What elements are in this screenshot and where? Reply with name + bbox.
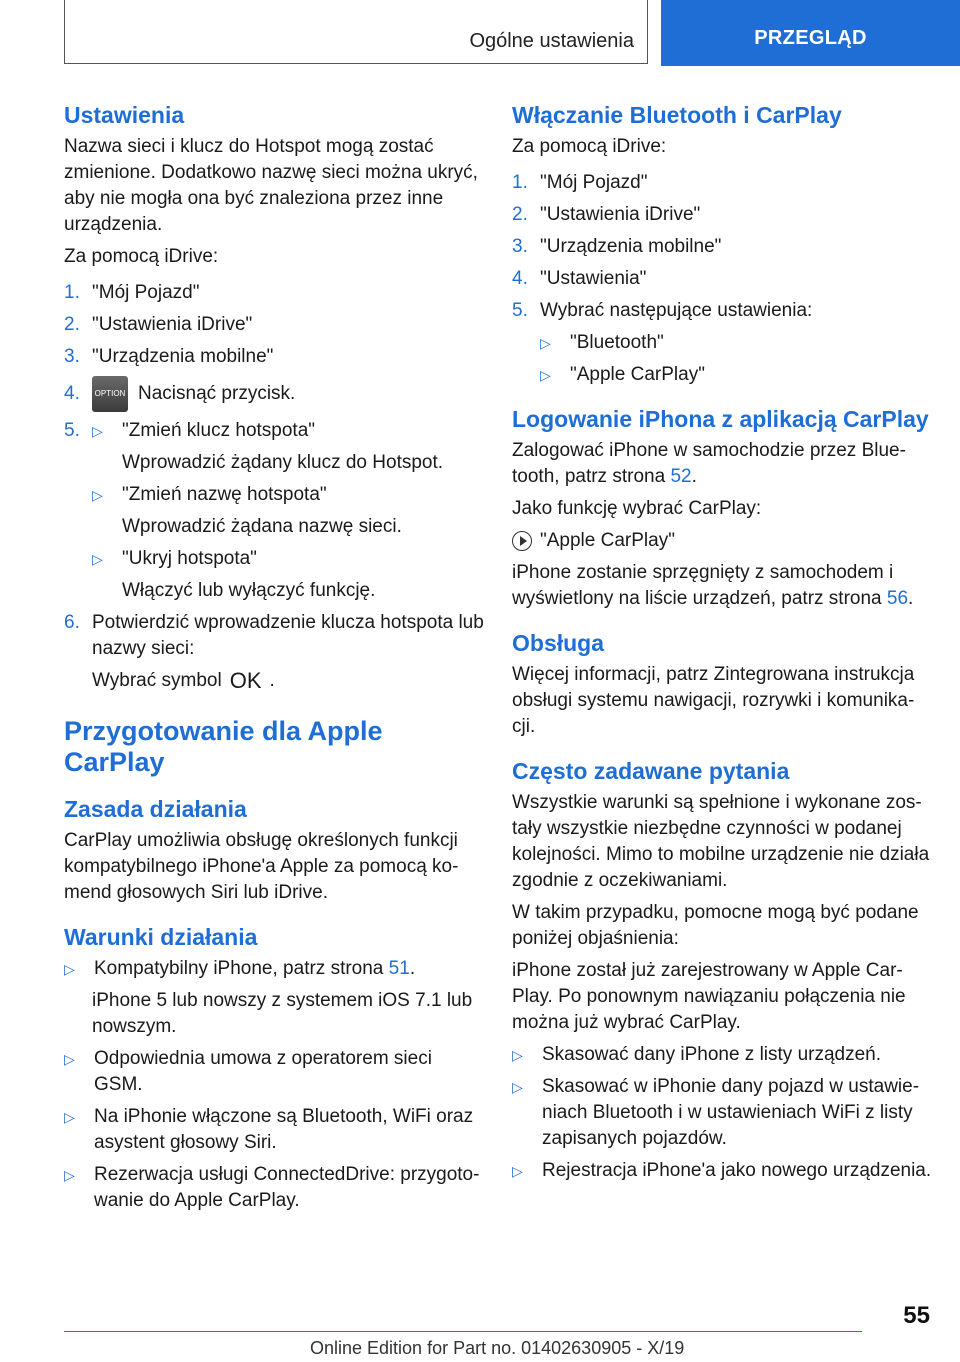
- list-item: 6. Potwierdzić wprowadzenie klucza hotspota lub nazwy sieci:: [64, 612, 484, 659]
- list-item: 2. "Ustawienia iDrive": [512, 204, 701, 225]
- list-item: ▷ Odpowiednia umowa z operatorem sieci GSM.: [64, 1046, 484, 1098]
- heading-operation: Obsługa: [512, 630, 605, 656]
- paragraph: iPhone został już zarejestrowany w Apple Car-Play. Po ponownym nawiązaniu połączenia nie można już wybrać CarPlay.: [512, 960, 906, 1033]
- list-item: ▷ "Ukryj hotspota": [64, 546, 484, 572]
- paragraph: CarPlay umożliwia obsługę określonych funkcji kompatybilnego iPhone'a Apple za pomocą ko-mend głosowych Siri lub iDrive.: [64, 830, 459, 904]
- page-link[interactable]: 56: [886, 588, 909, 609]
- heading-carplay-prep: Przygotowanie dla Apple CarPlay: [64, 716, 383, 778]
- left-column: [64, 100, 484, 1220]
- list-item: 1. "Mój Pojazd": [64, 282, 200, 303]
- list-item: ▷ Kompatybilny iPhone, patrz strona 51.: [64, 956, 484, 982]
- list-item: 1. "Mój Pojazd": [512, 172, 648, 193]
- paragraph: Wszystkie warunki są spełnione i wykonane zos-tały wszystkie niezbędne czynności w podanej kolejności. Mimo to mobilne urządzenie nie działa zgodnie z oczekiwaniami.: [512, 792, 930, 891]
- list-item: ▷ Na iPhonie włączone są Bluetooth, WiFi oraz asystent głosowy Siri.: [64, 1104, 484, 1156]
- list-item-detail: Wybrać symbol OK .: [92, 668, 275, 693]
- heading-bluetooth-carplay: Włączanie Bluetooth i CarPlay: [512, 102, 842, 128]
- triangle-bullet-icon: ▷: [512, 1163, 523, 1179]
- heading-conditions: Warunki działania: [64, 924, 258, 951]
- list-item-detail: iPhone 5 lub nowszy z systemem iOS 7.1 lub nowszym.: [92, 990, 473, 1038]
- heading-principle: Zasada działania: [64, 796, 247, 823]
- triangle-bullet-icon: ▷: [64, 1051, 75, 1068]
- list-item: 3. "Urządzenia mobilne": [512, 236, 722, 257]
- triangle-bullet-icon: ▷: [64, 1167, 75, 1184]
- list-item: 4. OPTION Nacisnąć przycisk.: [64, 376, 484, 412]
- page-number: 55: [903, 1302, 930, 1329]
- list-item: 3. "Urządzenia mobilne": [64, 346, 274, 367]
- list-item-detail: Włączyć lub wyłączyć funkcję.: [122, 580, 376, 601]
- triangle-bullet-icon: ▷: [64, 1109, 75, 1126]
- triangle-bullet-icon: ▷: [540, 335, 551, 351]
- header-tab-overview[interactable]: PRZEGLĄD: [661, 0, 960, 66]
- list-item-detail: Wprowadzić żądany klucz do Hotspot.: [122, 452, 444, 473]
- list-item-detail: Wprowadzić żądana nazwę sieci.: [122, 516, 402, 537]
- paragraph: Więcej informacji, patrz Zintegrowana instrukcja obsługi systemu nawigacji, rozrywki i komunika-cji.: [512, 664, 915, 737]
- page-link[interactable]: 52: [670, 466, 692, 487]
- triangle-bullet-icon: ▷: [64, 961, 75, 978]
- list-item: 2. "Ustawienia iDrive": [64, 314, 253, 335]
- heading-faq: Często zadawane pytania: [512, 758, 790, 784]
- paragraph: Za pomocą iDrive:: [64, 246, 219, 267]
- footer-divider: [64, 1331, 862, 1332]
- ok-symbol-icon: OK: [229, 668, 262, 693]
- list-item: "Apple CarPlay": [512, 528, 932, 554]
- list-item: ▷ Skasować w iPhonie dany pojazd w ustawie-niach Bluetooth i w ustawieniach WiFi z listy zapisanych pojazdów.: [512, 1074, 932, 1152]
- triangle-bullet-icon: ▷: [92, 551, 103, 567]
- heading-iphone-login: Logowanie iPhona z aplikacją CarPlay: [512, 406, 929, 432]
- option-button-icon: OPTION: [92, 376, 128, 412]
- triangle-bullet-icon: ▷: [512, 1047, 523, 1063]
- triangle-bullet-icon: ▷: [92, 423, 103, 439]
- heading-settings: Ustawienia: [64, 102, 185, 128]
- right-column: [512, 100, 932, 1190]
- triangle-bullet-icon: ▷: [92, 487, 103, 503]
- list-item: ▷ Rejestracja iPhone'a jako nowego urządzenia.: [512, 1158, 932, 1184]
- list-item: ▷ "Apple CarPlay": [540, 362, 932, 388]
- paragraph: Za pomocą iDrive:: [512, 136, 667, 157]
- page-link[interactable]: 51: [388, 958, 410, 980]
- list-item: ▷ Skasować dany iPhone z listy urządzeń.: [512, 1042, 932, 1068]
- list-item: 5. Wybrać następujące ustawienia:: [512, 300, 813, 321]
- paragraph: Zalogować iPhone w samochodzie przez Blue-tooth, patrz strona 52.: [512, 440, 906, 487]
- paragraph: Nazwa sieci i klucz do Hotspot mogą zostać zmienione. Dodatkowo nazwę sieci można ukryć, aby nie mogła ona być znaleziona przez inne urządzenia.: [64, 136, 478, 235]
- paragraph: W takim przypadku, pomocne mogą być podane poniżej objaśnienia:: [512, 902, 919, 949]
- triangle-bullet-icon: ▷: [512, 1079, 523, 1095]
- triangle-bullet-icon: ▷: [540, 367, 551, 383]
- list-item: 4. "Ustawienia": [512, 268, 647, 289]
- footer-edition: Online Edition for Part no. 01402630905 - X/19: [310, 1338, 685, 1358]
- list-item: 5. ▷ "Zmień klucz hotspota": [64, 418, 484, 444]
- paragraph: iPhone zostanie sprzęgnięty z samochodem i wyświetlony na liście urządzeń, patrz strona 56.: [512, 562, 914, 609]
- header-section-title: Ogólne ustawienia: [469, 30, 634, 52]
- list-item: ▷ "Zmień nazwę hotspota": [64, 482, 484, 508]
- paragraph: Jako funkcję wybrać CarPlay:: [512, 498, 762, 519]
- list-item: ▷ Rezerwacja usługi ConnectedDrive: przygoto-wanie do Apple CarPlay.: [64, 1162, 484, 1214]
- play-icon: [512, 531, 532, 551]
- list-item: ▷ "Bluetooth": [540, 330, 932, 356]
